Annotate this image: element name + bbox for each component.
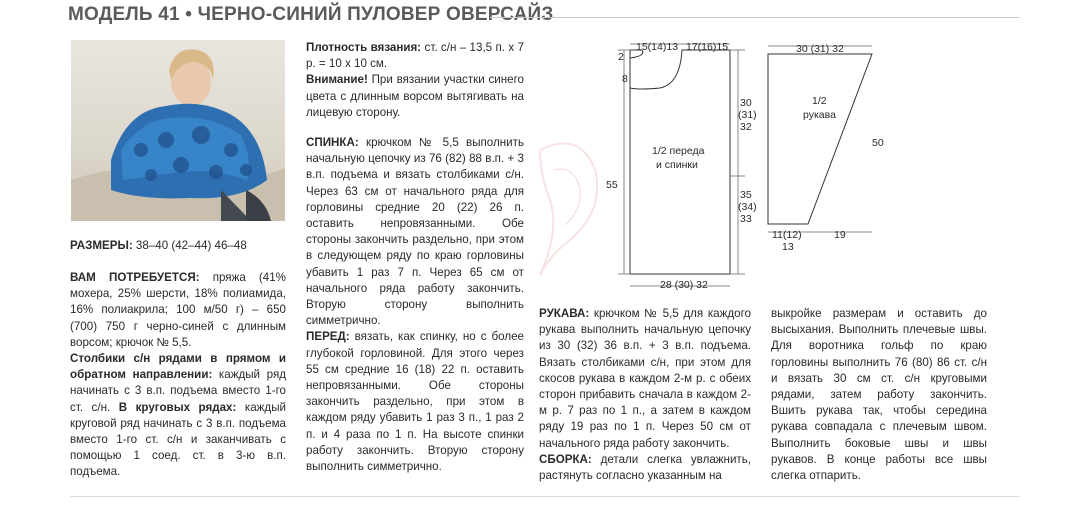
sleeve-bottom-left-label: 11(12) [772,229,802,241]
pattern-schematic [600,36,930,292]
instructions-column-2 [306,40,524,475]
body-label-35: 35 [740,189,752,201]
body-label-55: 55 [606,179,618,191]
materials-section [70,270,286,481]
back-text: крючком № 5,5 выполнить начальную цепочку из 76 (82) 88 в.п. + 3 в.п. подъема и вязать столбиками с/н. Через 63 см от начального ряда для горловины средние 20 (22) 26 п. оставить непровязанными. Обе стороны закончить раздельно, при этом в следующем ряду по краю горловины убавить 1 раз 7 п. Через 65 см от начального ряда работу закончить. Вторую сторону выполнить симметрично. [306,136,524,328]
instructions-column-3 [539,306,751,484]
body-top-right-label: 17(16)15 [686,41,729,53]
body-label-30c: 32 [740,121,752,133]
title-divider [490,17,1020,18]
body-bottom-label: 28 (30) 32 [660,279,708,291]
assembly-text: детали слегка увлажнить, растянуть согласно указанным на [539,452,751,483]
sleeve-center-label-1: 1/2 [812,95,827,107]
materials-text: пряжа (41% мохера, 25% шерсти, 18% полиамида, 16% полиакрила; 100 м/50 г) – 650 (700) 750 г черно-синей с длинным ворсом; крючок № 5,5. [70,271,286,349]
sleeves-label: РУКАВА: [539,307,590,320]
rounds-text: каждый круговой ряд начинать с 3 в.п. подъема вместо 1-го ст. с/н и заканчивать с помощью 1 соед. ст. в 3-ю в.п. подъема. [70,400,286,479]
back-label: СПИНКА: [306,136,359,150]
sizes-section [70,238,286,254]
sleeve-top-label: 30 (31) 32 [796,43,844,55]
footer-divider [70,496,1020,497]
assembly-continued-text: выкройке размерам и оставить до высыхания. Выполнить плечевые швы. Для воротника гольф по краю горловины выполнить 76 (80) 86 ст. с/н и вязать 30 см ст. с/н круговыми рядами, затем работу закончить. Вшить рукава так, чтобы середина рукава совпадала с плечевым швом. Выполнить боковые швы и швы рукавов. В конце работы все швы слегка отпарить. [771,307,987,483]
page-header [0,0,1080,32]
body-label-30b: (31) [738,109,757,121]
model-photo-illustration [71,40,285,221]
sleeve-bottom-left-label-2: 13 [782,241,794,253]
assembly-label: СБОРКА: [539,452,592,466]
model-photo [71,40,285,221]
body-center-label-1: 1/2 переда [652,145,705,157]
sleeve-bottom-right-label: 19 [834,229,846,241]
gauge-label: Плотность вязания: [306,41,422,54]
rounds-label: В круговых рядах: [118,400,237,414]
body-label-30: 30 [740,97,752,109]
gauge-text: ст. с/н – 13,5 п. х 7 р. = 10 х 10 см. [306,41,524,71]
body-label-2: 2 [618,51,624,63]
sleeve-outline [768,54,872,224]
body-label-35c: 33 [740,213,752,225]
attention-text: При вязании участки синего цвета с длинным ворсом вытягивать на лицевую сторону. [306,73,524,119]
rows-label: Столбики с/н рядами в прямом и обратном направлении: [70,352,286,382]
attention-label: Внимание! [306,73,368,87]
front-label: ПЕРЕД: [306,330,350,344]
body-label-8: 8 [622,73,628,85]
watermark-logo [520,130,610,280]
sleeves-text: крючком № 5,5 для каждого рукава выполнить начальную цепочку из 30 (32) 36 в.п. + 3 в.п. подъема. Вязать столбиками с/н, при этом для скосов рукава в каждом 2-м р. с обеих сторон прибавить сначала в каждом 2-м р. 7 раз по 1 п., а затем в каждом ряду 19 раз по 1 п. Через 50 см от начального ряда работу закончить. [539,307,751,450]
sleeve-center-label-2: рукава [803,109,836,121]
instructions-column-4 [771,306,987,484]
sizes-text: 38–40 (42–44) 46–48 [132,239,247,252]
body-center-label-2: и спинки [656,159,698,171]
page-title: МОДЕЛЬ 41 • ЧЕРНО-СИНИЙ ПУЛОВЕР ОВЕРСАЙЗ [68,4,554,25]
materials-label: ВАМ ПОТРЕБУЕТСЯ: [70,271,200,284]
sizes-label: РАЗМЕРЫ: [70,239,133,252]
front-text: вязать, как спинку, но с более глубокой горловиной. Для этого через 55 см средние 16 (18) 22 п. оставить непровязанными. Обе стороны закончить раздельно, при этом в каждом ряду убавить 1 раз 3 п., 1 раз 2 п. и 4 раза по 1 п. На высоте спинки работу закончить. Вторую сторону выполнить симметрично. [306,330,524,474]
body-label-35b: (34) [738,201,757,213]
sleeve-schematic [768,46,872,232]
sleeve-height-label: 50 [872,137,884,149]
body-top-left-label: 15(14)13 [636,41,679,53]
rows-text: каждый ряд начинать с 3 в.п. подъема вместо 1-го ст. с/н. [70,368,286,414]
